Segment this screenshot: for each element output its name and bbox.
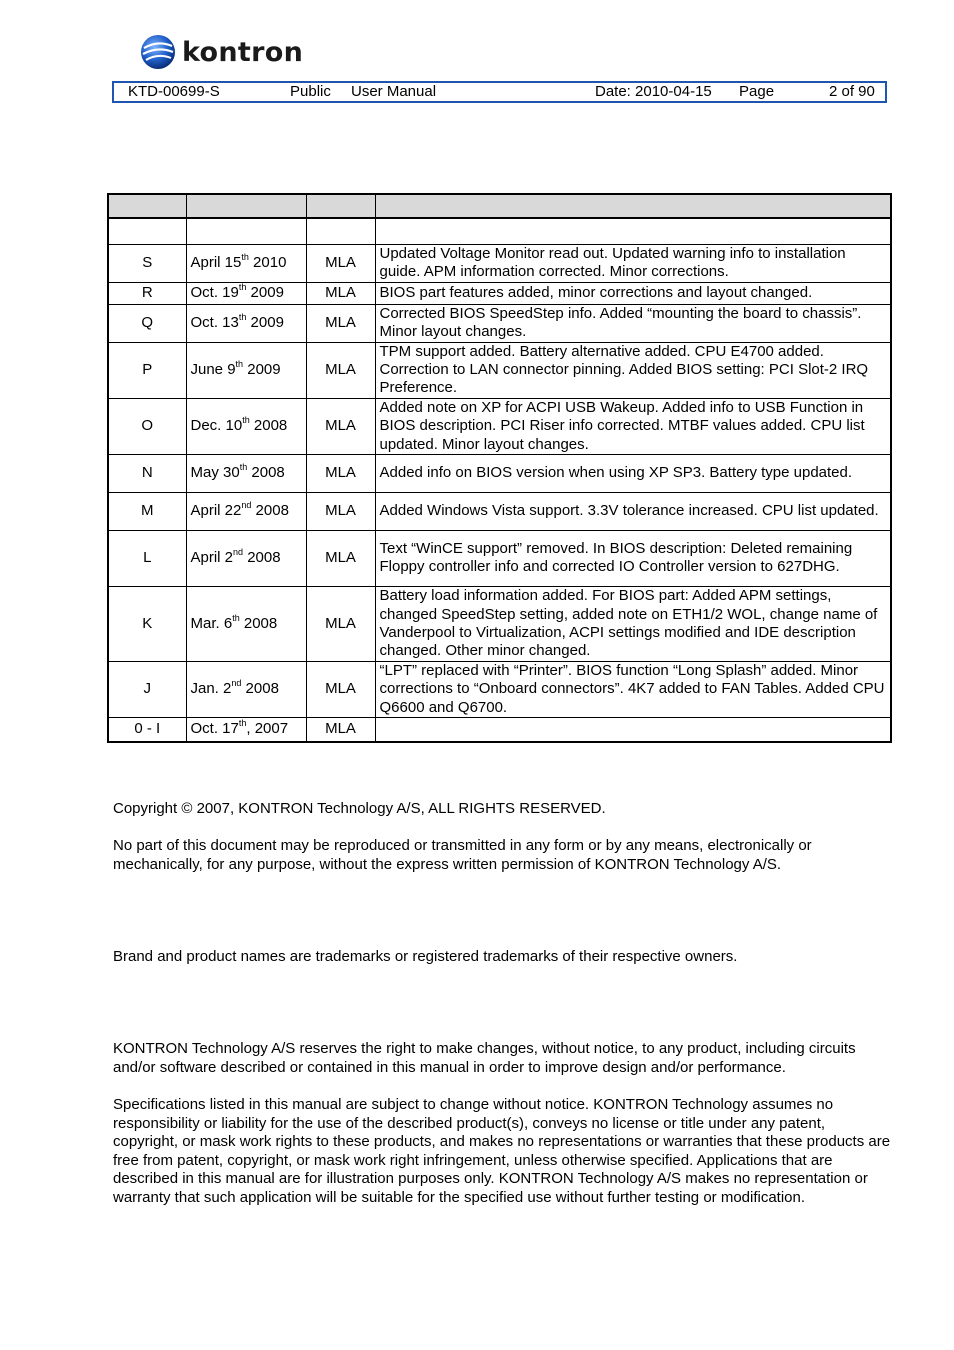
revision-date xyxy=(186,530,306,586)
revision-date-year: 2009 xyxy=(246,283,284,301)
revision-row xyxy=(108,304,891,342)
revision-description: BIOS part features added, minor corrections and layout changed. xyxy=(375,282,891,304)
revision-date-year: 2008 xyxy=(251,502,289,520)
revision-date xyxy=(186,304,306,342)
revision-description: Updated Voltage Monitor read out. Updated warning info to installation guide. APM information corrected. Minor corrections. xyxy=(375,244,891,282)
revision-date-ordinal: th xyxy=(241,251,249,262)
revision-date-ordinal: nd xyxy=(231,678,242,689)
revision-row xyxy=(108,492,891,530)
revision-description: Added Windows Vista support. 3.3V tolerance increased. CPU list updated. xyxy=(375,492,891,530)
doc-classification: Public xyxy=(290,83,331,100)
revision-date-ordinal: th xyxy=(238,718,247,729)
revision-row xyxy=(108,718,891,742)
revision-date-ordinal: th xyxy=(242,415,250,426)
revision-description: TPM support added. Battery alternative added. CPU E4700 added. Correction to LAN connector pinning. Added BIOS setting: PCI Slot-2 IRQ Preference. xyxy=(375,342,891,398)
revision-date-year: 2009 xyxy=(246,313,284,331)
revision-description: Battery load information added. For BIOS part: Added APM settings, changed SpeedStep setting, added note on ETH1/2 WOL, change name of Vanderpool to Virtualization, ACPI settings modified and IDE description changed. Other minor changed. xyxy=(375,586,891,661)
header-cell xyxy=(375,194,891,218)
revision-letter: P xyxy=(108,342,186,398)
revision-date-day: Oct. 19 xyxy=(190,283,239,301)
revision-author: MLA xyxy=(306,661,375,717)
revision-date-ordinal: nd xyxy=(233,547,244,558)
revision-letter: M xyxy=(108,492,186,530)
revision-row xyxy=(108,342,891,398)
revision-description: Corrected BIOS SpeedStep info. Added “mounting the board to chassis”. Minor layout changes. xyxy=(375,304,891,342)
revision-letter: R xyxy=(108,282,186,304)
page-number: 2 of 90 xyxy=(829,83,875,100)
revision-date-year: 2008 xyxy=(247,464,285,482)
revision-date xyxy=(186,661,306,717)
revision-author: MLA xyxy=(306,342,375,398)
revision-date-day: Dec. 10 xyxy=(190,417,243,435)
revision-date-day: June 9 xyxy=(190,360,236,378)
revision-date-ordinal: th xyxy=(239,462,248,473)
revision-row xyxy=(108,661,891,717)
trademark-notice: Brand and product names are trademarks or registered trademarks of their respective owners. xyxy=(113,948,738,965)
revision-letter: O xyxy=(108,398,186,454)
copyright-notice: Copyright © 2007, KONTRON Technology A/S, ALL RIGHTS RESERVED. xyxy=(113,800,606,817)
revision-date-day: April 2 xyxy=(190,549,234,567)
revision-row xyxy=(108,282,891,304)
spacer-cell xyxy=(375,218,891,244)
revision-date xyxy=(186,454,306,492)
revision-row xyxy=(108,454,891,492)
revision-author: MLA xyxy=(306,492,375,530)
revision-date-year: 2008 xyxy=(241,680,279,698)
revision-author: MLA xyxy=(306,454,375,492)
revision-date-ordinal: th xyxy=(235,358,244,369)
reproduction-notice: No part of this document may be reproduced or transmitted in any form or by any means, electronically or mechanically, for any purpose, without the express written permission of KONTRON Technology A/S. xyxy=(113,837,812,873)
revision-letter: 0 - I xyxy=(108,718,186,742)
revision-letter: S xyxy=(108,244,186,282)
disclaimer-paragraph-1: KONTRON Technology A/S reserves the right to make changes, without notice, to any product, including circuits and/or software described or contained in this manual in order to improve design and/or performance. xyxy=(113,1040,856,1076)
spacer-cell xyxy=(186,218,306,244)
revision-date-ordinal: th xyxy=(238,281,247,292)
doc-type: User Manual xyxy=(351,83,437,100)
doc-date: Date: 2010-04-15 xyxy=(595,83,712,100)
kontron-globe-logo-icon xyxy=(140,34,176,70)
header-cell xyxy=(108,194,186,218)
revision-row xyxy=(108,586,891,661)
revision-author: MLA xyxy=(306,304,375,342)
revision-description xyxy=(375,718,891,742)
revision-date-day: Mar. 6 xyxy=(190,614,233,632)
revision-date-year: 2010 xyxy=(248,253,287,271)
revision-author: MLA xyxy=(306,282,375,304)
revision-date xyxy=(186,398,306,454)
revision-date xyxy=(186,492,306,530)
revision-date-year: 2008 xyxy=(239,614,278,632)
document-header-bar xyxy=(112,81,887,103)
revision-row xyxy=(108,244,891,282)
revision-letter: K xyxy=(108,586,186,661)
logo-wordmark: kontron xyxy=(182,36,304,68)
revision-date-day: May 30 xyxy=(190,464,240,482)
revision-date-year: , 2007 xyxy=(246,720,289,738)
page-label: Page xyxy=(739,83,775,100)
company-logo xyxy=(140,32,303,72)
revision-date-ordinal: th xyxy=(232,612,240,623)
revision-date xyxy=(186,342,306,398)
revision-date-year: 2008 xyxy=(243,549,281,567)
revision-date-year: 2009 xyxy=(243,360,281,378)
revision-date-year: 2008 xyxy=(249,417,288,435)
revision-author: MLA xyxy=(306,530,375,586)
header-cell xyxy=(306,194,375,218)
revision-letter: Q xyxy=(108,304,186,342)
revision-author: MLA xyxy=(306,718,375,742)
revision-date-day: Oct. 17 xyxy=(190,720,239,738)
revision-letter: L xyxy=(108,530,186,586)
revision-date-day: April 22 xyxy=(190,502,242,520)
doc-id: KTD-00699-S xyxy=(128,83,220,100)
revision-description: Added info on BIOS version when using XP SP3. Battery type updated. xyxy=(375,454,891,492)
revision-history-table xyxy=(107,193,892,743)
header-cell xyxy=(186,194,306,218)
revision-date xyxy=(186,244,306,282)
revision-description: Text “WinCE support” removed. In BIOS description: Deleted remaining Floppy controller info and corrected IO Controller version to 627DHG. xyxy=(375,530,891,586)
revision-letter: J xyxy=(108,661,186,717)
revision-description: Added note on XP for ACPI USB Wakeup. Added info to USB Function in BIOS description. PCI Riser info corrected. MTBF values added. CPU list updated. Minor layout changes. xyxy=(375,398,891,454)
revision-date-ordinal: nd xyxy=(241,500,252,511)
revision-letter: N xyxy=(108,454,186,492)
revision-date-ordinal: th xyxy=(238,311,247,322)
spacer-cell xyxy=(108,218,186,244)
revision-date xyxy=(186,586,306,661)
revision-date-day: Oct. 13 xyxy=(190,313,239,331)
revision-author: MLA xyxy=(306,586,375,661)
revision-date xyxy=(186,718,306,742)
revision-row xyxy=(108,398,891,454)
revision-description: “LPT” replaced with “Printer”. BIOS function “Long Splash” added. Minor corrections to “Onboard connectors”. 4K7 added to FAN Tables. Added CPU Q6600 and Q6700. xyxy=(375,661,891,717)
revision-author: MLA xyxy=(306,398,375,454)
revision-date-day: Jan. 2 xyxy=(190,680,232,698)
revision-author: MLA xyxy=(306,244,375,282)
revision-row xyxy=(108,530,891,586)
table-spacer-row xyxy=(108,218,891,244)
revision-date-day: April 15 xyxy=(190,253,242,271)
revision-date xyxy=(186,282,306,304)
spacer-cell xyxy=(306,218,375,244)
disclaimer-paragraph-2: Specifications listed in this manual are subject to change without notice. KONTRON Technology assumes no responsibility or liability for the use of the described product(s), conveys no license or title under any patent, copyright, or mask work rights to these products, and makes no representations or warranties that these products are free from patent, copyright, or mask work right infringement, unless otherwise specified. Applications that are described in this manual are for illustration purposes only. KONTRON Technology A/S makes no representation or warranty that such application will be suitable for the specified use without further testing or modification. xyxy=(113,1096,891,1206)
table-header-row xyxy=(108,194,891,218)
